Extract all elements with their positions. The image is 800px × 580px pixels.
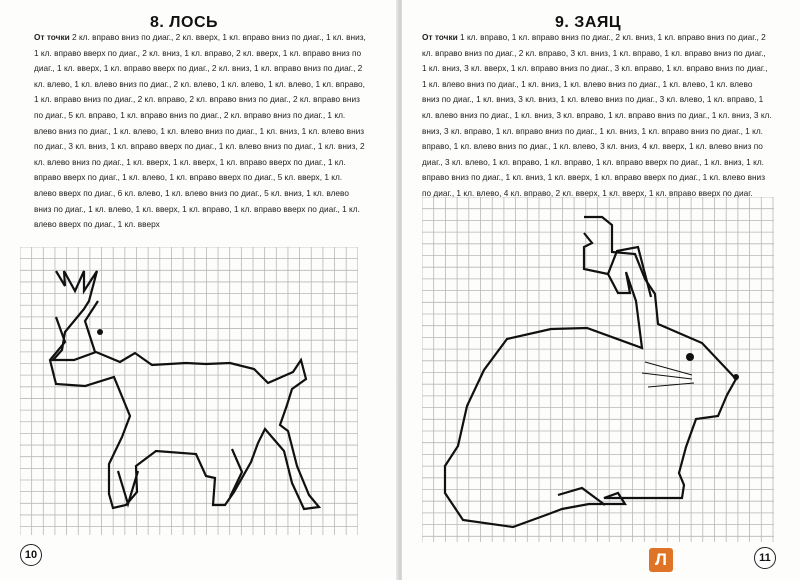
hare-eye-icon <box>686 353 694 361</box>
hare-instructions <box>422 30 772 202</box>
moose-antler <box>85 301 98 352</box>
moose-instr-lead: От точки <box>34 32 70 42</box>
hare-title: 9. ЗАЯЦ <box>555 14 622 31</box>
left-page-number: 10 <box>20 544 42 566</box>
moose-leg-inner <box>118 471 138 504</box>
right-page-number: 11 <box>754 547 776 569</box>
moose-title: 8. ЛОСЬ <box>150 14 219 31</box>
left-page <box>0 0 398 580</box>
moose-outline <box>50 271 319 509</box>
hare-instr-lead: От точки <box>422 32 458 42</box>
hare-grid <box>422 197 774 542</box>
moose-instr-text: 2 кл. вправо вниз по диаг., 2 кл. вверх, 1 кл. вправо вниз по диаг., 1 кл. вниз, 1 кл. вправо вверх по диаг., 2 кл. вниз, 1 кл. вправо, 2 кл. вверх, 1 кл. вправо вниз по диаг., 1 кл. вверх, 1 кл. вправо вверх по диаг., 2 кл. вниз, 1 кл. вправо вниз по диаг., 2 кл. влево, 1 кл. влево вниз по диаг., 2 кл. влево, 1 кл. влево, 1 кл. влево, 1 кл. вправо, 1 кл. вправо вниз по диаг., 2 кл. вправо, 2 кл. вправо вниз по диаг., 2 кл. вправо вниз по диаг., 5 кл. вправо, 1 кл. вправо вниз по диаг., 2 кл. вправо вниз по диаг., 1 кл. влево вниз по диаг., 1 кл. влево, 1 кл. влево вниз по диаг., 1 кл. вниз, 1 кл. влево вниз по диаг., 3 кл. вниз, 1 кл. вправо вверх по диаг., 1 кл. влево вниз по диаг., 1 кл. вниз, 2 кл. влево вниз по диаг., 1 кл. вверх, 1 кл. вверх, 1 кл. вправо вверх по диаг., 1 кл. вправо вверх по диаг., 1 кл. влево, 1 кл. вправо вверх по диаг., 5 кл. вверх, 1 кл. влево вверх по диаг., 6 кл. влево, 1 кл. влево вниз по диаг., 5 кл. вниз, 1 кл. влево вниз по диаг., 1 кл. влево, 1 кл. вверх, 1 кл. вправо, 1 кл. вправо вверх по диаг., 1 кл. влево вверх по диаг., 1 кл. вверх <box>34 32 366 230</box>
moose-grid <box>20 247 358 535</box>
hare-outline <box>445 217 736 527</box>
hare-instr-text: 1 кл. вправо, 1 кл. вправо вниз по диаг., 2 кл. вниз, 1 кл. вправо вниз по диаг., 2 кл. вправо вниз по диаг., 2 кл. вправо, 3 кл. вниз, 1 кл. вправо, 1 кл. вправо вниз по диаг., 1 кл. вниз, 3 кл. вверх, 1 кл. вправо вниз по диаг., 3 кл. вправо, 1 кл. вправо вниз по диаг., 1 кл. влево вниз по диаг., 1 кл. вниз, 1 кл. влево вниз по диаг., 1 кл. влево, 1 кл. влево вниз по диаг., 1 кл. вниз, 3 кл. вниз, 1 кл. влево вниз по диаг., 3 кл. влево, 1 кл. вправо, 1 кл. влево вниз по диаг., 1 кл. вниз, 3 кл. вправо, 1 кл. вправо вниз по диаг., 1 кл. вниз, 3 кл. вниз, 3 кл. вправо, 1 кл. вправо вниз по диаг., 1 кл. вниз, 1 кл. вправо вниз по диаг., 1 кл. вправо, 1 кл. влево вниз по диаг., 1 кл. влево, 3 кл. вниз, 4 кл. вверх, 1 кл. влево вниз по диаг., 3 кл. влево, 1 кл. вправо, 1 кл. вправо, 1 кл. вправо вверх по диаг., 1 кл. вниз, 1 кл. вправо вниз по диаг., 1 кл. вниз, 1 кл. вверх, 1 кл. вправо вверх по диаг., 1 кл. влево вниз по диаг., 1 кл. влево, 4 кл. вправо, 2 кл. вверх, 1 кл. вверх, 1 кл. вправо вверх по диаг. <box>422 32 772 198</box>
moose-instructions <box>34 30 366 233</box>
publisher-logo: Л <box>649 548 673 572</box>
right-page <box>402 0 800 580</box>
moose-eye-icon <box>97 329 103 335</box>
hare-paw <box>558 488 605 505</box>
hare-nose-icon <box>733 374 739 380</box>
